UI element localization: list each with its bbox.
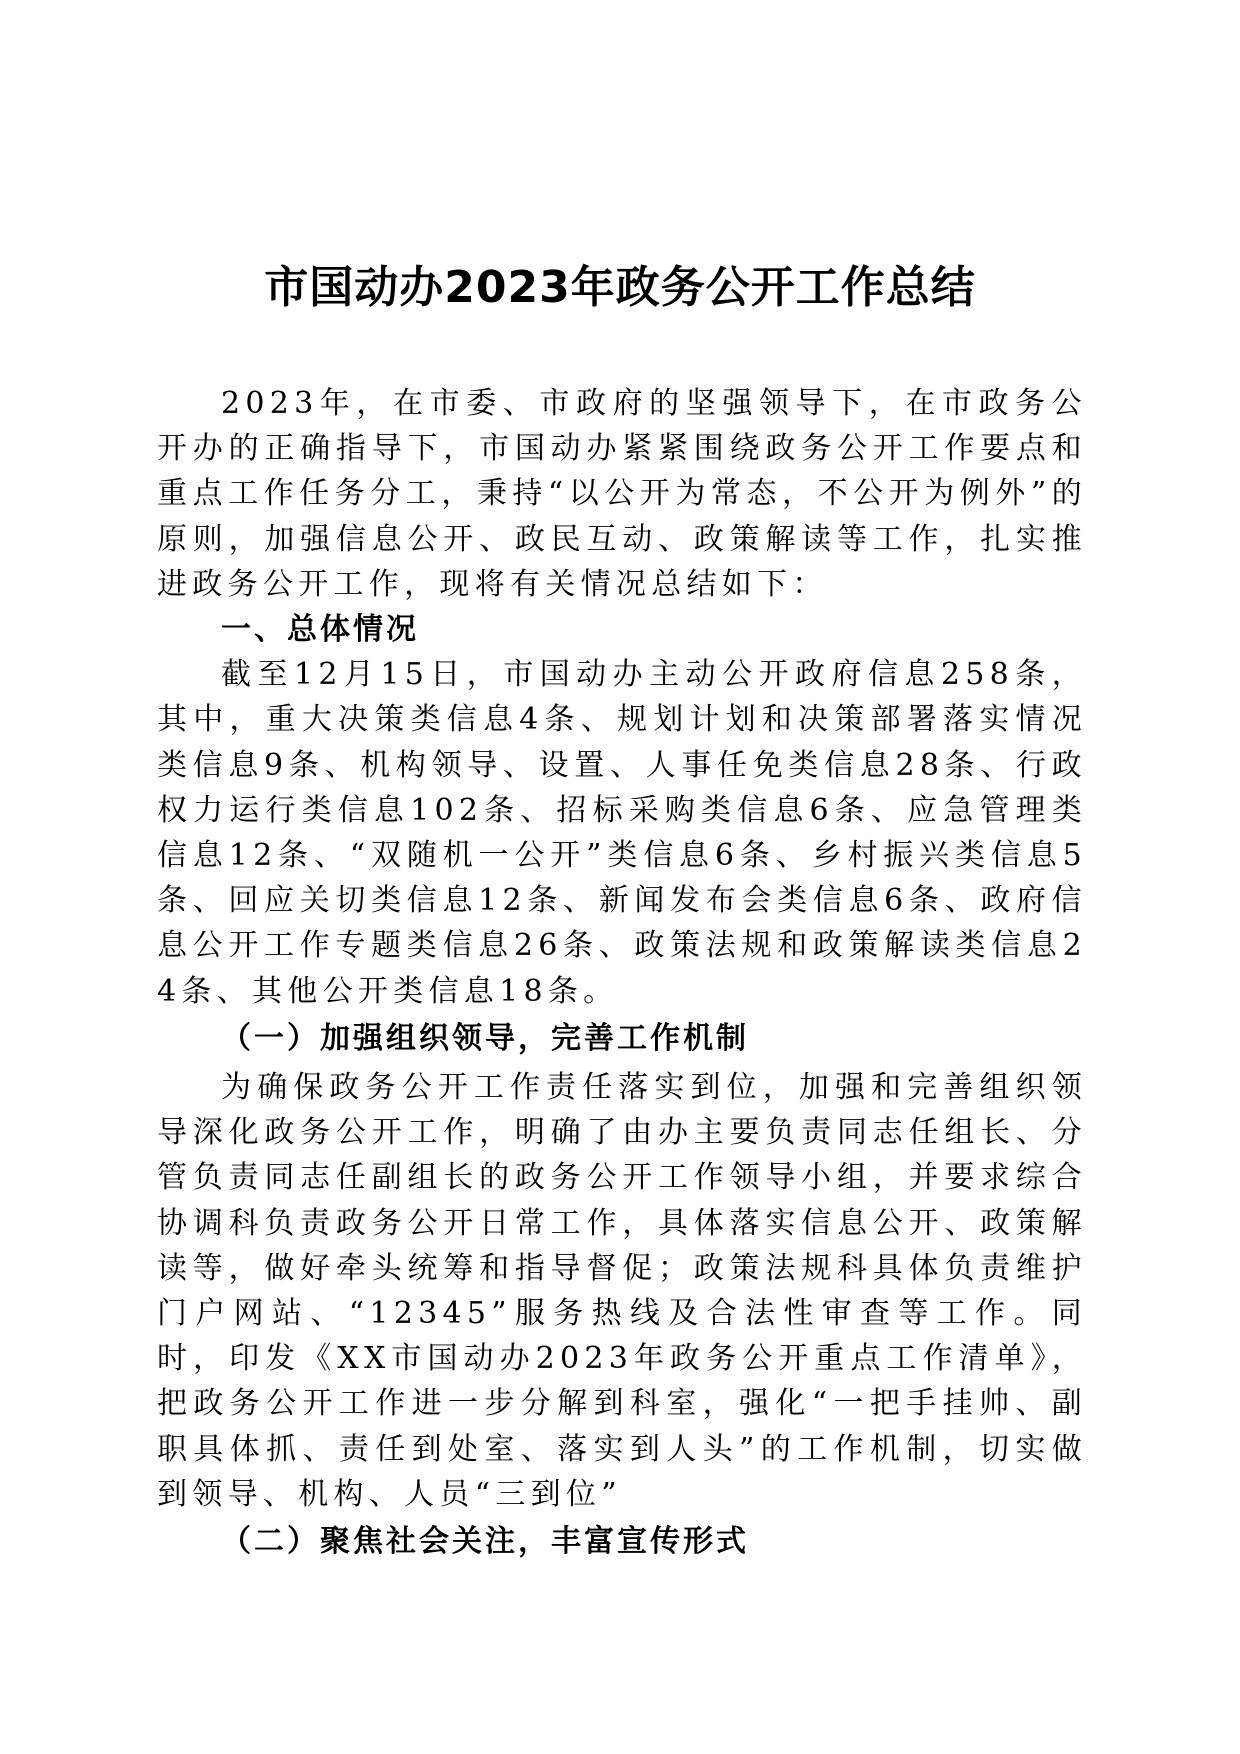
statistics-paragraph: 截至12月15日，市国动办主动公开政府信息258条，其中，重大决策类信息4条、规划计划和决策部署落实情况类信息9条、机构领导、设置、人事任免类信息28条、行政权力运行类信息102条、招标采购类信息6条、应急管理类信息12条、“双随机一公开”类信息6条、乡村振兴类信息5条、回应关切类信息12条、新闻发布会类信息6条、政府信息公开工作专题类信息26条、政策法规和政策解读类信息24条、其他公开类信息18条。 <box>157 657 1087 1009</box>
subsection-heading-publicity: （二）聚焦社会关注，丰富宣传形式 <box>221 1524 749 1560</box>
organization-paragraph: 为确保政务公开工作责任落实到位，加强和完善组织领导深化政务公开工作，明确了由办主要负责同志任组长、分管负责同志任副组长的政务公开工作领导小组，并要求综合协调科负责政务公开日常工作，具体落实信息公开、政策解读等，做好牵头统筹和指导督促；政策法规科具体负责维护门户网站、“12345”服务热线及合法性审查等工作。同时，印发《XX市国动办2023年政务公开重点工作清单》，把政务公开工作进一步分解到科室，强化“一把手挂帅、副职具体抓、责任到处室、落实到人头”的工作机制，切实做到领导、机构、人员“三到位” <box>157 1070 1087 1512</box>
subsection-heading-organization: （一）加强组织领导，完善工作机制 <box>221 1020 749 1056</box>
section-heading-overview: 一、总体情况 <box>221 612 419 648</box>
document-body <box>157 381 1087 1568</box>
intro-paragraph: 2023年，在市委、市政府的坚强领导下，在市政务公开办的正确指导下，市国动办紧紧围绕政务公开工作要点和重点工作任务分工，秉持“以公开为常态，不公开为例外”的原则，加强信息公开、政民互动、政策解读等工作，扎实推进政务公开工作，现将有关情况总结如下： <box>157 386 1087 602</box>
document-title: 市国动办2023年政务公开工作总结 <box>264 262 976 313</box>
